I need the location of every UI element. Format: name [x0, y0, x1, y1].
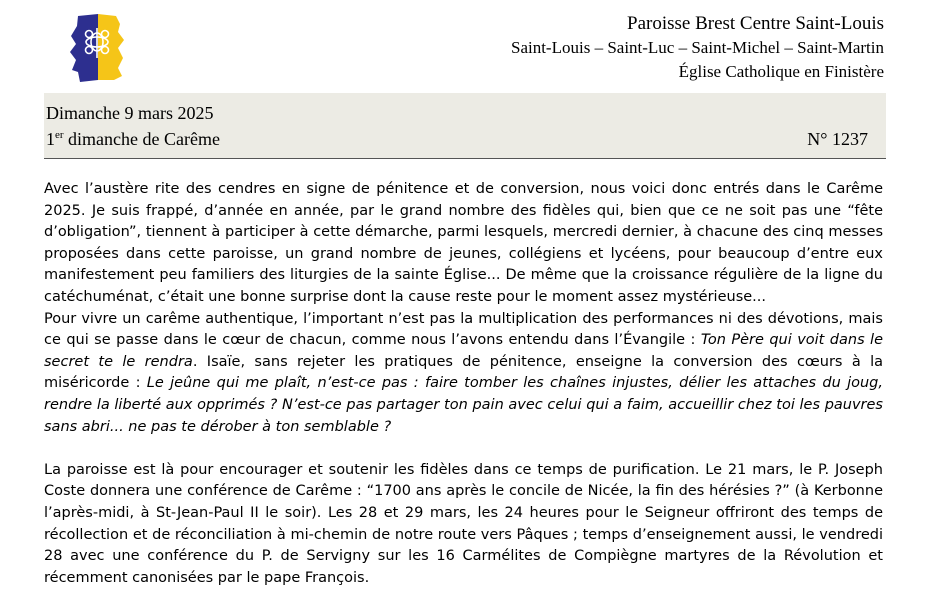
sunday-number: 1 — [46, 129, 55, 149]
paragraph-lent-text-a: Pour vivre un carême authentique, l’important n’est pas la multiplication des performances ni des dévotions, mais ce qui se passe dans le cœur de chacun, comme nous l’avons entendu dans l’Évangile : — [44, 310, 883, 349]
bulletin-date: Dimanche 9 mars 2025 — [46, 103, 214, 123]
paragraph-events: La paroisse est là pour encourager et soutenir les fidèles dans ce temps de purification. Le 21 mars, le P. Joseph Coste donnera une conférence de Carême : “1700 ans après le concile de Nicée, la fin des hérésies ?” (à Kerbonne l’après-midi, à St-Jean-Paul II le soir). Les 28 et 29 mars, les 24 heures pour le Seigneur offriront des temps de récollection et de réconciliation à mi-chemin de notre route vers Pâques ; temps d’enseignement aussi, le vendredi 28 avec une conférence du P. de Servigny sur les 16 Carmélites de Compiègne martyres de la Révolution et récemment canonisées par le pape François. — [44, 461, 883, 586]
sunday-label: dimanche de Carême — [63, 129, 220, 149]
isaiah-quote: Le jeûne qui me plaît, n’est-ce pas : faire tomber les chaînes injustes, délier les attaches du joug, rendre la liberté aux opprimés ? N’est-ce pas partager ton pain avec celui qui a faim, accueillir chez toi les pauvres sans abri... ne pas te dérober à ton semblable ? — [44, 375, 883, 435]
editorial-text — [44, 179, 883, 589]
parish-logo-icon — [68, 12, 126, 82]
parish-churches: Saint-Louis – Saint-Luc – Saint-Michel – Saint-Martin — [510, 38, 884, 57]
issue-number: N° 1237 — [807, 129, 868, 149]
liturgical-sunday — [46, 129, 220, 150]
paragraph-lent-text-b: . Isaïe, sans rejeter les pratiques de pénitence, enseigne la conversion des cœurs à la miséricorde : — [44, 353, 883, 392]
paragraph-intro: Avec l’austère rite des cendres en signe de pénitence et de conversion, nous voici donc entrés dans le Carême 2025. Je suis frappé, d’année en année, par le grand nombre des fidèles qui, bien que ce ne soit pas une “fête d’obligation”, tiennent à participer à cette démarche, parmi lesquels, mercredi dernier, à chacune des cinq messes proposées dans cette paroisse, un grand nombre de jeunes, collégiens et lycéens, pour beaucoup d’entre eux manifestement peu familiers des liturgies de la sainte Église... De même que la croissance régulière de la ligne du catéchuménat, c’était une bonne surprise dont la cause reste pour le moment assez mystérieuse... — [44, 181, 883, 305]
paragraph-lent — [44, 309, 883, 439]
parish-header — [511, 12, 884, 84]
parish-name: Paroisse Brest Centre Saint-Louis — [627, 13, 884, 34]
gospel-quote: Ton Père qui voit dans le secret te le rendra — [44, 332, 883, 370]
sunday-ordinal-suffix: er — [55, 129, 64, 141]
date-band — [44, 93, 886, 159]
diocese-name: Église Catholique en Finistère — [678, 62, 884, 81]
